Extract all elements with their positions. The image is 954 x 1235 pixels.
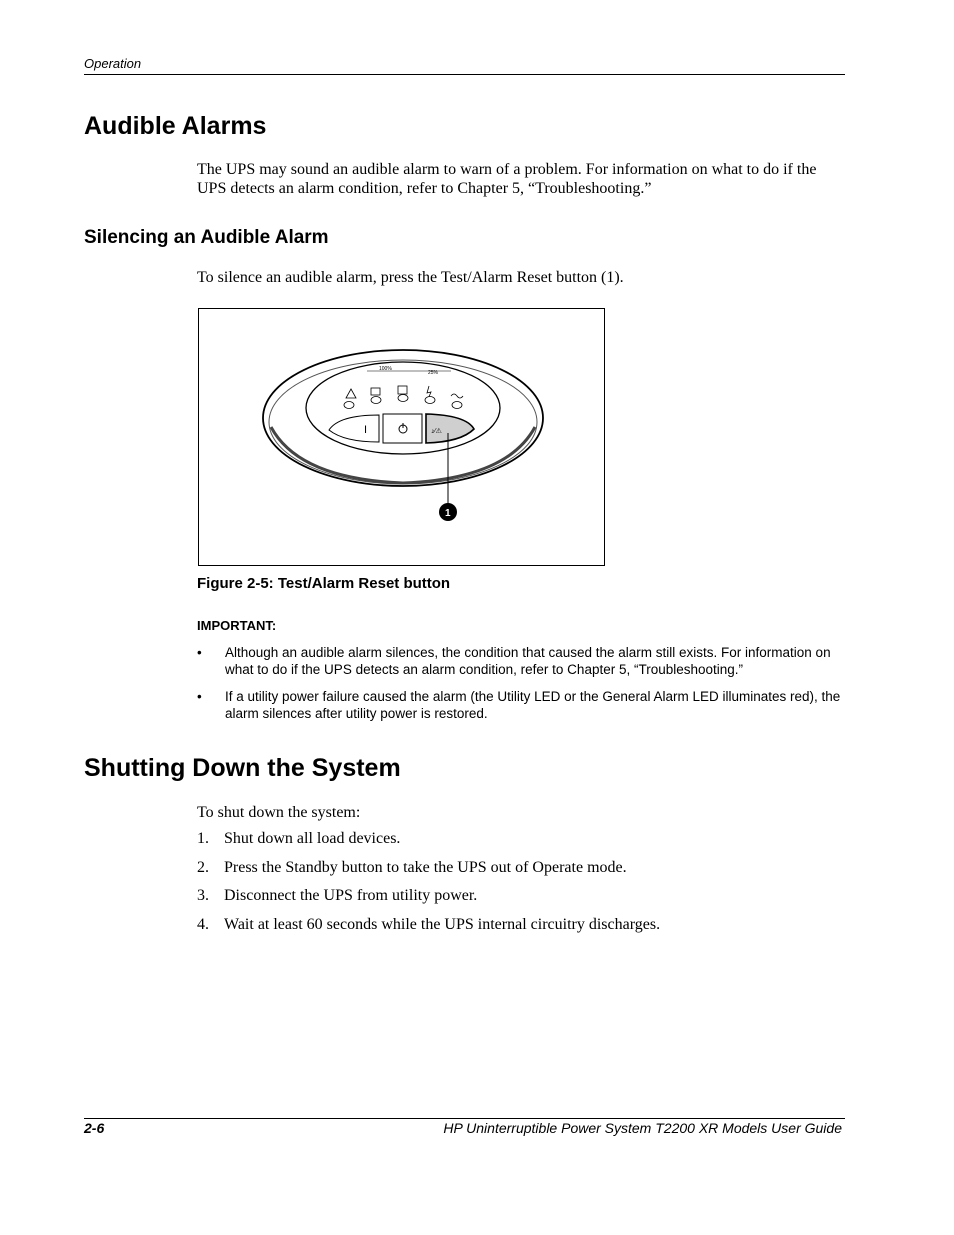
ups-front-panel-illustration <box>199 309 603 564</box>
step-text: Disconnect the UPS from utility power. <box>224 887 478 904</box>
step-number: 3. <box>197 887 209 904</box>
subsection-title-silencing: Silencing an Audible Alarm <box>84 227 329 248</box>
footer-rule <box>84 1118 845 1119</box>
step-text: Shut down all load devices. <box>224 830 401 847</box>
shutdown-intro: To shut down the system: <box>197 804 361 821</box>
document-title: HP Uninterruptible Power System T2200 XR Models User Guide <box>443 1120 842 1136</box>
list-item <box>197 886 842 905</box>
bullet-text: Although an audible alarm silences, the condition that caused the alarm still exists. For information on what to do if the UPS detects an alarm condition, refer to Chapter 5, “Troubleshooting.” <box>225 645 831 677</box>
list-item <box>197 858 842 877</box>
header-rule <box>84 74 845 75</box>
running-header: Operation <box>84 56 142 71</box>
bullet-text: If a utility power failure caused the alarm (the Utility LED or the General Alarm LED illuminates red), the alarm silences after utility power is restored. <box>225 689 841 721</box>
standby-button <box>383 414 422 443</box>
page-number: 2-6 <box>84 1120 105 1136</box>
alarm-silence-icon: ♪⁄⚠ <box>431 428 442 435</box>
list-item <box>197 644 842 678</box>
silencing-instruction: To silence an audible alarm, press the Test/Alarm Reset button (1). <box>197 269 624 286</box>
bullet-marker: • <box>197 645 202 660</box>
figure-caption: Figure 2-5: Test/Alarm Reset button <box>197 575 451 592</box>
step-number: 1. <box>197 830 209 847</box>
step-text: Wait at least 60 seconds while the UPS internal circuitry discharges. <box>224 915 661 933</box>
audible-alarms-intro: The UPS may sound an audible alarm to warn of a problem. For information on what to do if the UPS detects an alarm condition, refer to Chapter 5, “Troubleshooting.” <box>197 161 817 197</box>
battery-led <box>371 397 381 404</box>
important-label: IMPORTANT: <box>197 618 277 633</box>
site-wiring-fault-led <box>425 397 435 404</box>
section-title-audible-alarms: Audible Alarms <box>84 112 267 140</box>
step-number: 2. <box>197 858 209 876</box>
step-text: Press the Standby button to take the UPS out of Operate mode. <box>224 858 627 876</box>
list-item <box>197 688 842 722</box>
important-bullet-list <box>197 644 842 732</box>
shutdown-steps-list <box>197 829 842 943</box>
scale-100-label: 100% <box>379 366 392 372</box>
battery-service-led <box>398 395 408 402</box>
list-item <box>197 829 842 848</box>
figure-ups-front-panel <box>198 308 605 566</box>
callout-1-label: 1 <box>445 508 451 519</box>
bullet-marker: • <box>197 689 202 704</box>
utility-led <box>452 402 462 409</box>
on-button-label: I <box>364 424 368 436</box>
section-title-shutting-down: Shutting Down the System <box>84 754 401 782</box>
general-alarm-led <box>344 402 354 409</box>
list-item <box>197 915 842 934</box>
scale-25-label: 25% <box>428 370 439 376</box>
step-number: 4. <box>197 915 209 933</box>
